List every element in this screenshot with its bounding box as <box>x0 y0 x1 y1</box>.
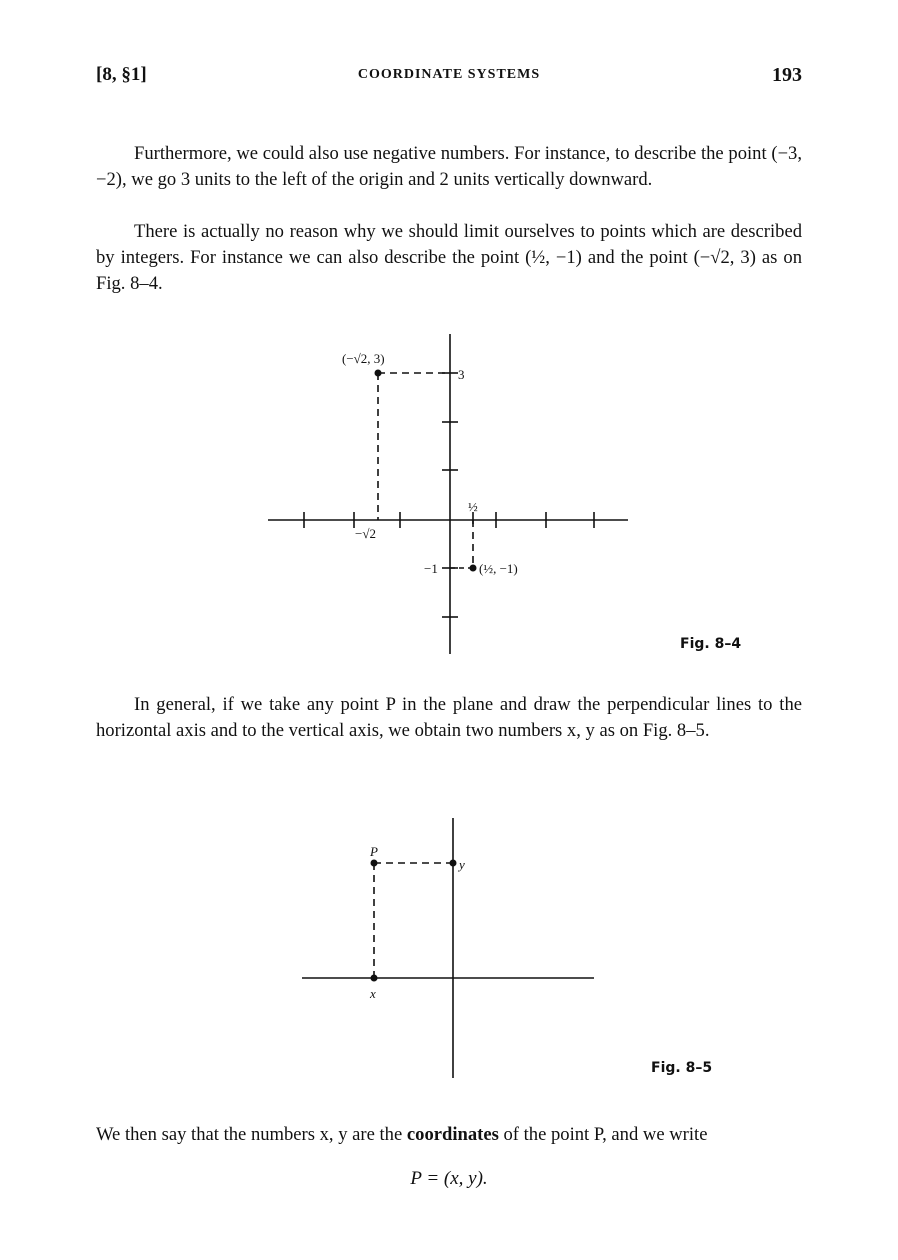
fig85-point-y <box>450 860 457 867</box>
paragraph-3-text: In general, if we take any point P in the plane and draw the perpendicular lines to the horizontal axis and to the vertical axis, we obtain two numbers x, y as on Fig. 8–5. <box>96 694 802 741</box>
paragraph-3 <box>96 692 802 744</box>
fig84-tick-3-label: 3 <box>458 367 465 382</box>
paragraph-4-text-a: We then say that the numbers x, y are the <box>96 1124 407 1145</box>
paragraph-4-bold-term: coordinates <box>406 1124 499 1145</box>
paragraph-1-text: Furthermore, we could also use negative numbers. For instance, to describe the point (−3, −2), we go 3 units to the left of the origin and 2 units vertically downward. <box>96 143 802 190</box>
equation: P = (x, y). <box>410 1168 488 1189</box>
fig84-point-a-label: (−√2, 3) <box>342 351 385 366</box>
paragraph-4 <box>96 1122 802 1148</box>
fig84-caption: Fig. 8–4 <box>680 636 742 652</box>
paragraph-2 <box>96 219 802 297</box>
paragraph-1 <box>96 141 802 193</box>
fig85-p-label: P <box>370 844 378 859</box>
section-ref: [8, §1] <box>96 64 147 85</box>
fig85-x-label: x <box>370 986 376 1001</box>
fig84-point-b <box>470 565 477 572</box>
fig84-point-b-label: (½, −1) <box>479 561 518 576</box>
fig85-point-p <box>371 860 378 867</box>
fig84-tick-neg1-label: −1 <box>424 561 438 576</box>
fig84-tick-half-label: ½ <box>468 499 478 514</box>
page-number: 193 <box>772 64 802 86</box>
fig85-caption: Fig. 8–5 <box>651 1060 713 1076</box>
page-header <box>96 64 802 92</box>
running-title: COORDINATE SYSTEMS <box>357 67 541 82</box>
paragraph-4-text-b: of the point P, and we write <box>498 1124 708 1145</box>
fig85-y-label: y <box>459 857 465 872</box>
paragraph-2-text: There is actually no reason why we should limit ourselves to points which are described by integers. For instance we can also describe the point (½, −1) and the point (−√2, 3) as on Fig. 8–4. <box>96 221 802 294</box>
fig84-tick-neg-sqrt2-label: −√2 <box>355 526 376 541</box>
fig84-point-a <box>375 370 382 377</box>
fig85-point-x <box>371 975 378 982</box>
